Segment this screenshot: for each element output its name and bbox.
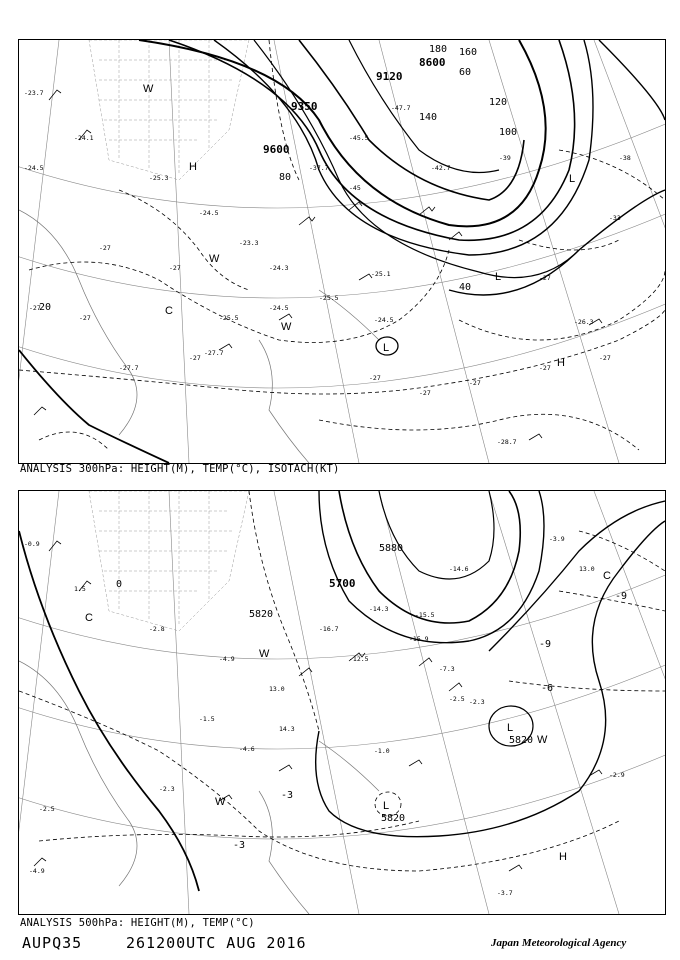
coastline-500	[19, 661, 379, 914]
svg-text:-37.7: -37.7	[309, 164, 329, 172]
station-plots-500	[24, 535, 595, 813]
station-temp: -3.7	[497, 889, 513, 897]
station-temp: -25.1	[371, 270, 391, 278]
svg-text:-0.9: -0.9	[24, 540, 40, 548]
isotach-label: 140	[419, 112, 438, 123]
isotach-label: 120	[489, 97, 508, 108]
isotach-label: 100	[499, 127, 518, 138]
svg-text:-24.1: -24.1	[74, 134, 94, 142]
station-temp: -24.5	[374, 316, 394, 324]
svg-text:-12.5: -12.5	[349, 655, 369, 663]
centers-300	[143, 83, 575, 369]
svg-text:-27: -27	[189, 354, 201, 362]
valid-time: 261200UTC AUG 2016	[126, 934, 307, 952]
svg-text:-27: -27	[419, 389, 431, 397]
cold-center: C	[165, 305, 173, 317]
warm-center: W	[209, 253, 220, 265]
cold-center: C	[603, 570, 611, 582]
svg-text:14.3: 14.3	[279, 725, 295, 733]
chart-identifier: AUPQ35	[22, 934, 83, 952]
low-center: L	[383, 800, 390, 812]
isotherm-label: -9	[615, 591, 628, 602]
station-temp: -2.3	[469, 698, 485, 706]
isotach-labels-300	[39, 44, 517, 313]
isotach-label: 60	[459, 67, 472, 78]
map-300hpa-canvas	[19, 40, 665, 463]
warm-center: W	[537, 734, 548, 746]
temp-contours-500	[19, 491, 665, 871]
height-label: 5820	[509, 735, 534, 746]
svg-text:-7.3: -7.3	[439, 665, 455, 673]
svg-text:-1.5: -1.5	[199, 715, 215, 723]
isotach-contours-300	[19, 40, 665, 450]
station-temp: -45.5	[349, 134, 369, 142]
station-temp: -2.9	[609, 771, 625, 779]
map-panel-500hpa	[18, 490, 666, 915]
svg-text:-24.5: -24.5	[269, 304, 289, 312]
warm-center: W	[215, 796, 226, 808]
svg-text:-27: -27	[29, 304, 41, 312]
coastline-300	[19, 210, 379, 463]
low-center: L	[383, 342, 390, 354]
svg-text:-27: -27	[539, 364, 551, 372]
graticule-300	[19, 40, 665, 463]
cold-center: C	[85, 612, 93, 624]
svg-text:1.5: 1.5	[74, 585, 86, 593]
svg-text:-27: -27	[79, 314, 91, 322]
svg-text:-16.7: -16.7	[319, 625, 339, 633]
svg-text:-2.8: -2.8	[149, 625, 165, 633]
svg-text:-3.9: -3.9	[549, 535, 565, 543]
svg-text:-24.5: -24.5	[24, 164, 44, 172]
isotach-label: 80	[279, 172, 292, 183]
svg-text:-15.9: -15.9	[409, 635, 429, 643]
station-temp: -1.0	[374, 747, 390, 755]
height-label: 5700	[329, 577, 356, 590]
caption-500hpa: ANALYSIS 500hPa: HEIGHT(M), TEMP(°C)	[20, 917, 255, 929]
caption-300hpa: ANALYSIS 300hPa: HEIGHT(M), TEMP(°C), ISOTACH(KT)	[20, 463, 340, 475]
svg-text:-23.7: -23.7	[24, 89, 44, 97]
svg-text:-2.3: -2.3	[159, 785, 175, 793]
svg-text:-27: -27	[369, 374, 381, 382]
warm-center: W	[143, 83, 154, 95]
isotach-label: 180	[429, 44, 448, 55]
station-temp: -26.3	[574, 318, 594, 326]
svg-text:-4.6: -4.6	[239, 745, 255, 753]
height-label: 8600	[419, 56, 446, 69]
height-label: 9350	[291, 100, 318, 113]
station-temp: -14.3	[369, 605, 389, 613]
map-panel-300hpa	[18, 39, 666, 464]
svg-text:-38: -38	[619, 154, 631, 162]
svg-text:-27: -27	[599, 354, 611, 362]
isotach-label: 20	[39, 302, 52, 313]
low-center: L	[507, 722, 514, 734]
height-contours-300	[19, 40, 665, 463]
hatched-region-500	[89, 491, 249, 631]
svg-text:-45: -45	[349, 184, 361, 192]
svg-text:-27.7: -27.7	[119, 364, 139, 372]
svg-text:-25.5: -25.5	[219, 314, 239, 322]
station-temp: -47.7	[391, 104, 411, 112]
height-label: 5820	[249, 609, 274, 620]
svg-text:-24.3: -24.3	[269, 264, 289, 272]
height-label: 9120	[376, 70, 403, 83]
height-label: 9600	[263, 143, 290, 156]
svg-text:-23.3: -23.3	[239, 239, 259, 247]
svg-text:-2.5: -2.5	[39, 805, 55, 813]
isotach-label: 40	[459, 282, 472, 293]
height-label: 5880	[379, 543, 404, 554]
station-temp: -28.7	[497, 438, 517, 446]
station-temp: -4.9	[29, 867, 45, 875]
isotherm-label: -9	[539, 639, 552, 650]
isotherm-label: 0	[116, 579, 123, 590]
height-label: 5820	[381, 813, 406, 824]
svg-text:13.0: 13.0	[579, 565, 595, 573]
svg-text:-39: -39	[499, 154, 511, 162]
isotherm-label: -6	[541, 683, 554, 694]
map-500hpa-canvas	[19, 491, 665, 914]
station-temp: -42.7	[431, 164, 451, 172]
svg-text:-33: -33	[609, 214, 621, 222]
svg-text:-24.5: -24.5	[199, 209, 219, 217]
svg-text:-2.5: -2.5	[449, 695, 465, 703]
station-temp: -27.7	[204, 349, 224, 357]
isotherm-label: -3	[281, 790, 294, 801]
svg-text:-4.9: -4.9	[219, 655, 235, 663]
graticule-500	[19, 491, 665, 914]
station-temp: -15.5	[415, 611, 435, 619]
svg-text:-25.5: -25.5	[319, 294, 339, 302]
station-temp-labels-500	[29, 605, 625, 897]
warm-center: W	[259, 648, 270, 660]
high-center: H	[559, 851, 567, 863]
high-center: H	[189, 161, 197, 173]
svg-text:13.0: 13.0	[269, 685, 285, 693]
svg-text:-14.6: -14.6	[449, 565, 469, 573]
hatched-region-300	[89, 40, 249, 180]
height-labels-500	[249, 543, 533, 824]
low-center: L	[569, 173, 576, 185]
svg-text:-27: -27	[99, 244, 111, 252]
svg-text:-27: -27	[469, 379, 481, 387]
svg-text:-25.3: -25.3	[149, 174, 169, 182]
isotherm-label: -3	[233, 840, 246, 851]
isotach-label: 160	[459, 47, 478, 58]
warm-center: W	[281, 321, 292, 333]
high-center: H	[557, 357, 565, 369]
svg-text:-27: -27	[169, 264, 181, 272]
svg-text:-27: -27	[539, 274, 551, 282]
low-center: L	[495, 271, 502, 283]
agency-name: Japan Meteorological Agency	[491, 937, 627, 949]
